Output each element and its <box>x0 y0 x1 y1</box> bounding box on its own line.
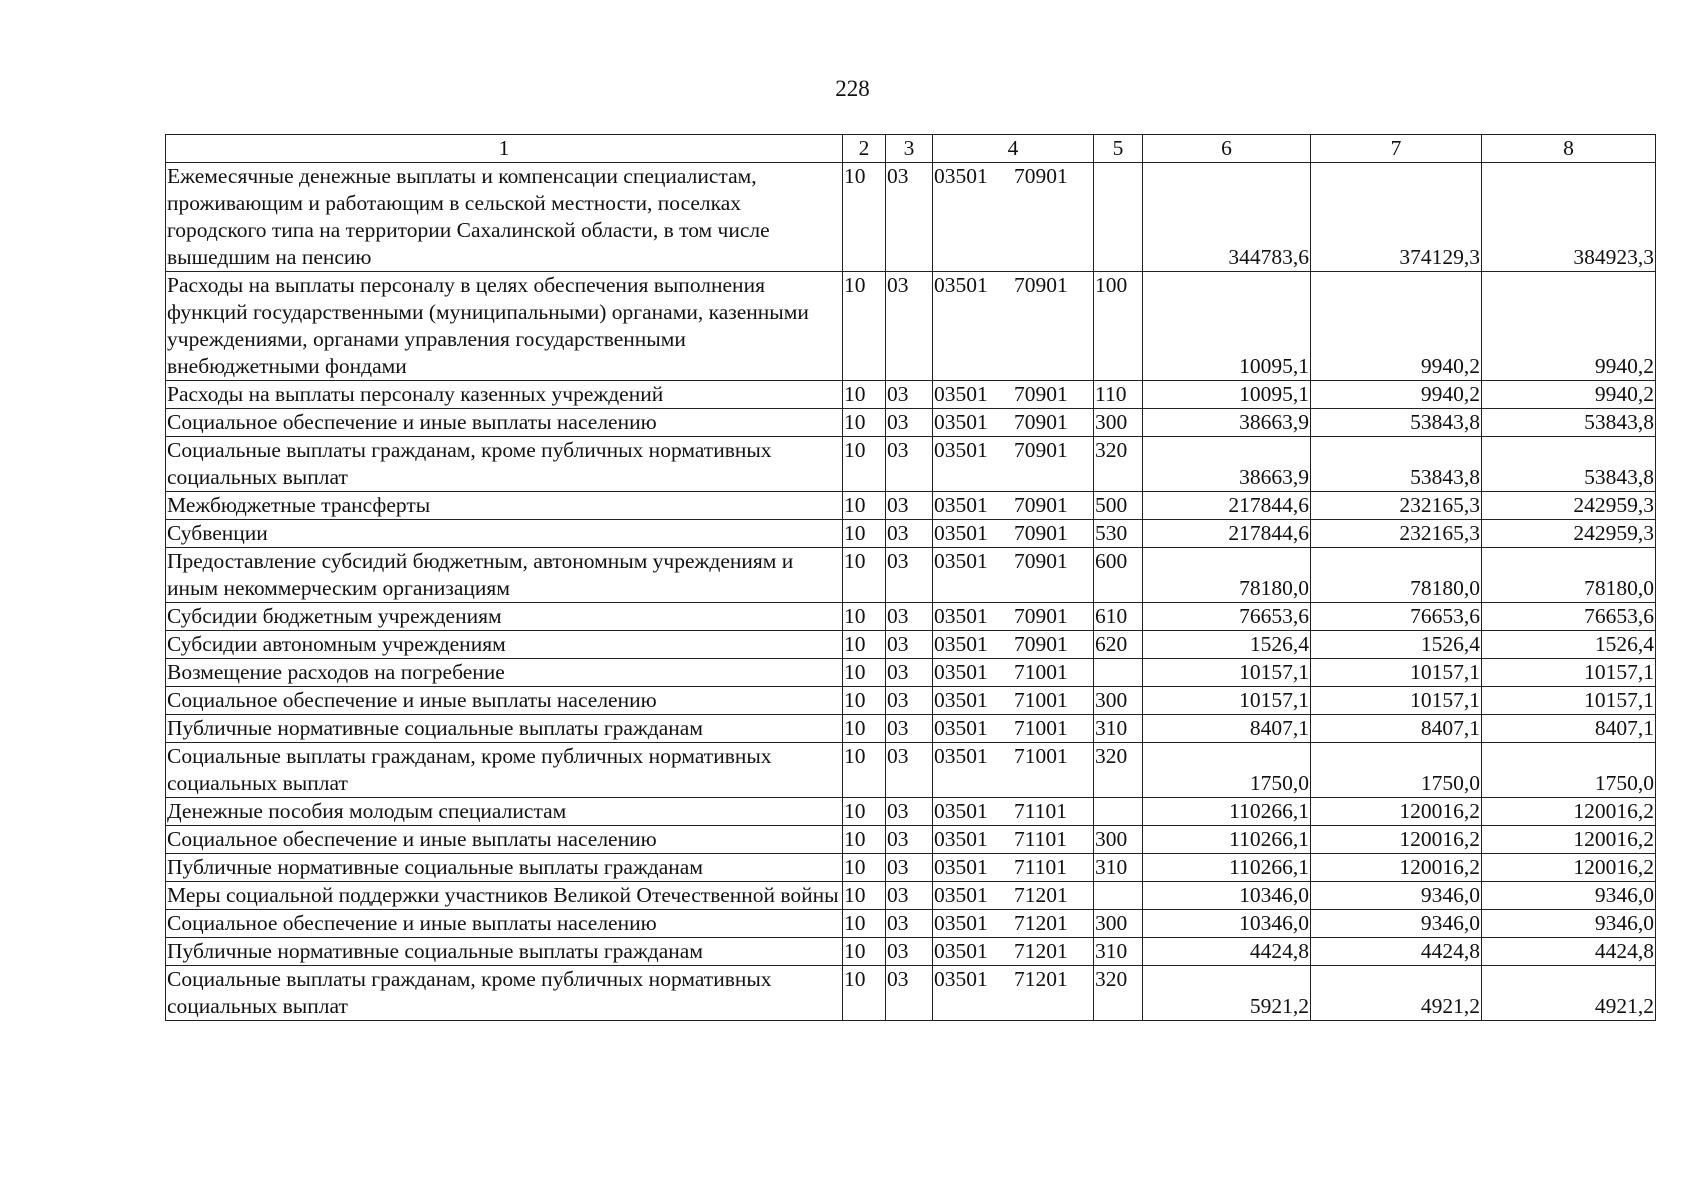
amount-col-6: 1750,0 <box>1143 743 1311 798</box>
amount-col-8: 242959,3 <box>1482 520 1656 548</box>
table-body <box>166 163 1656 1021</box>
direction-code: 71101 <box>1014 827 1067 851</box>
subsection-code: 03 <box>886 520 933 548</box>
table-row <box>166 631 1656 659</box>
expense-type-code: 620 <box>1094 631 1143 659</box>
section-code: 10 <box>843 938 886 966</box>
expense-type-code: 300 <box>1094 910 1143 938</box>
expense-type-code <box>1094 659 1143 687</box>
subsection-code: 03 <box>886 492 933 520</box>
row-name: Меры социальной поддержки участников Великой Отечественной войны <box>166 882 843 910</box>
target-article-code <box>933 715 1094 743</box>
target-article-code <box>933 938 1094 966</box>
expense-type-code: 310 <box>1094 715 1143 743</box>
subsection-code: 03 <box>886 715 933 743</box>
program-code: 03501 <box>934 521 988 545</box>
section-code: 10 <box>843 826 886 854</box>
program-code: 03501 <box>934 273 988 297</box>
subsection-code: 03 <box>886 826 933 854</box>
header-row <box>166 135 1656 163</box>
section-code: 10 <box>843 798 886 826</box>
subsection-code: 03 <box>886 910 933 938</box>
subsection-code: 03 <box>886 381 933 409</box>
amount-col-7: 232165,3 <box>1311 492 1482 520</box>
amount-col-8: 1750,0 <box>1482 743 1656 798</box>
expense-type-code: 320 <box>1094 437 1143 492</box>
section-code: 10 <box>843 437 886 492</box>
subsection-code: 03 <box>886 631 933 659</box>
row-name: Социальные выплаты гражданам, кроме публичных нормативных социальных выплат <box>166 966 843 1021</box>
row-name: Социальные выплаты гражданам, кроме публичных нормативных социальных выплат <box>166 437 843 492</box>
table-row <box>166 163 1656 272</box>
section-code: 10 <box>843 687 886 715</box>
table-row <box>166 910 1656 938</box>
program-code: 03501 <box>934 883 988 907</box>
amount-col-6: 10157,1 <box>1143 659 1311 687</box>
page-number: 228 <box>835 76 870 101</box>
header-cell: 3 <box>886 135 933 163</box>
amount-col-8: 242959,3 <box>1482 492 1656 520</box>
program-code: 03501 <box>934 438 988 462</box>
row-name: Социальное обеспечение и иные выплаты населению <box>166 826 843 854</box>
section-code: 10 <box>843 743 886 798</box>
target-article-code <box>933 492 1094 520</box>
program-code: 03501 <box>934 939 988 963</box>
amount-col-8: 78180,0 <box>1482 548 1656 603</box>
section-code: 10 <box>843 548 886 603</box>
table-row <box>166 826 1656 854</box>
expense-type-code: 110 <box>1094 381 1143 409</box>
table-row <box>166 798 1656 826</box>
amount-col-6: 76653,6 <box>1143 603 1311 631</box>
amount-col-8: 9940,2 <box>1482 381 1656 409</box>
amount-col-7: 1526,4 <box>1311 631 1482 659</box>
header-cell: 8 <box>1482 135 1656 163</box>
section-code: 10 <box>843 631 886 659</box>
section-code: 10 <box>843 492 886 520</box>
amount-col-6: 38663,9 <box>1143 437 1311 492</box>
amount-col-6: 110266,1 <box>1143 798 1311 826</box>
amount-col-6: 217844,6 <box>1143 492 1311 520</box>
target-article-code <box>933 826 1094 854</box>
table-row <box>166 548 1656 603</box>
section-code: 10 <box>843 272 886 381</box>
amount-col-6: 1526,4 <box>1143 631 1311 659</box>
subsection-code: 03 <box>886 437 933 492</box>
row-name: Публичные нормативные социальные выплаты гражданам <box>166 854 843 882</box>
amount-col-8: 384923,3 <box>1482 163 1656 272</box>
amount-col-7: 120016,2 <box>1311 826 1482 854</box>
expense-type-code: 600 <box>1094 548 1143 603</box>
amount-col-7: 9940,2 <box>1311 381 1482 409</box>
expense-type-code <box>1094 882 1143 910</box>
direction-code: 71201 <box>1014 911 1068 935</box>
amount-col-6: 217844,6 <box>1143 520 1311 548</box>
direction-code: 71001 <box>1014 688 1068 712</box>
program-code: 03501 <box>934 382 988 406</box>
amount-col-7: 120016,2 <box>1311 854 1482 882</box>
table-row <box>166 938 1656 966</box>
target-article-code <box>933 631 1094 659</box>
table-row <box>166 520 1656 548</box>
direction-code: 71001 <box>1014 716 1068 740</box>
direction-code: 70901 <box>1014 549 1068 573</box>
row-name: Социальное обеспечение и иные выплаты населению <box>166 910 843 938</box>
row-name: Социальное обеспечение и иные выплаты населению <box>166 409 843 437</box>
expense-type-code: 100 <box>1094 272 1143 381</box>
row-name: Субсидии автономным учреждениям <box>166 631 843 659</box>
table-row <box>166 381 1656 409</box>
direction-code: 70901 <box>1014 604 1068 628</box>
target-article-code <box>933 163 1094 272</box>
amount-col-7: 53843,8 <box>1311 437 1482 492</box>
amount-col-8: 9346,0 <box>1482 882 1656 910</box>
direction-code: 70901 <box>1014 273 1068 297</box>
row-name: Возмещение расходов на погребение <box>166 659 843 687</box>
amount-col-6: 38663,9 <box>1143 409 1311 437</box>
row-name: Публичные нормативные социальные выплаты гражданам <box>166 938 843 966</box>
program-code: 03501 <box>934 855 988 879</box>
amount-col-6: 5921,2 <box>1143 966 1311 1021</box>
table-row <box>166 603 1656 631</box>
amount-col-7: 78180,0 <box>1311 548 1482 603</box>
direction-code: 70901 <box>1014 521 1068 545</box>
subsection-code: 03 <box>886 409 933 437</box>
expense-type-code: 310 <box>1094 938 1143 966</box>
expense-type-code: 610 <box>1094 603 1143 631</box>
amount-col-7: 53843,8 <box>1311 409 1482 437</box>
program-code: 03501 <box>934 716 988 740</box>
table-row <box>166 882 1656 910</box>
amount-col-7: 10157,1 <box>1311 687 1482 715</box>
amount-col-8: 9940,2 <box>1482 272 1656 381</box>
program-code: 03501 <box>934 410 988 434</box>
amount-col-8: 53843,8 <box>1482 409 1656 437</box>
expense-type-code <box>1094 163 1143 272</box>
direction-code: 70901 <box>1014 164 1068 188</box>
header-cell: 7 <box>1311 135 1482 163</box>
amount-col-6: 78180,0 <box>1143 548 1311 603</box>
table-row <box>166 409 1656 437</box>
subsection-code: 03 <box>886 163 933 272</box>
subsection-code: 03 <box>886 854 933 882</box>
budget-table <box>165 134 1656 1021</box>
amount-col-7: 1750,0 <box>1311 743 1482 798</box>
row-name: Межбюджетные трансферты <box>166 492 843 520</box>
amount-col-7: 4424,8 <box>1311 938 1482 966</box>
direction-code: 71101 <box>1014 855 1067 879</box>
subsection-code: 03 <box>886 798 933 826</box>
table-row <box>166 659 1656 687</box>
amount-col-8: 8407,1 <box>1482 715 1656 743</box>
target-article-code <box>933 659 1094 687</box>
program-code: 03501 <box>934 688 988 712</box>
direction-code: 71101 <box>1014 799 1067 823</box>
header-cell: 1 <box>166 135 843 163</box>
amount-col-8: 10157,1 <box>1482 659 1656 687</box>
section-code: 10 <box>843 966 886 1021</box>
expense-type-code: 300 <box>1094 826 1143 854</box>
header-cell: 4 <box>933 135 1094 163</box>
amount-col-7: 10157,1 <box>1311 659 1482 687</box>
header-cell: 6 <box>1143 135 1311 163</box>
program-code: 03501 <box>934 799 988 823</box>
target-article-code <box>933 272 1094 381</box>
amount-col-6: 344783,6 <box>1143 163 1311 272</box>
amount-col-7: 9940,2 <box>1311 272 1482 381</box>
amount-col-8: 1526,4 <box>1482 631 1656 659</box>
direction-code: 70901 <box>1014 632 1068 656</box>
row-name: Социальные выплаты гражданам, кроме публичных нормативных социальных выплат <box>166 743 843 798</box>
expense-type-code: 530 <box>1094 520 1143 548</box>
expense-type-code: 320 <box>1094 966 1143 1021</box>
amount-col-6: 110266,1 <box>1143 826 1311 854</box>
subsection-code: 03 <box>886 687 933 715</box>
direction-code: 71001 <box>1014 660 1068 684</box>
target-article-code <box>933 910 1094 938</box>
subsection-code: 03 <box>886 938 933 966</box>
amount-col-6: 10346,0 <box>1143 882 1311 910</box>
amount-col-7: 9346,0 <box>1311 910 1482 938</box>
amount-col-7: 9346,0 <box>1311 882 1482 910</box>
amount-col-7: 8407,1 <box>1311 715 1482 743</box>
table-row <box>166 966 1656 1021</box>
amount-col-8: 53843,8 <box>1482 437 1656 492</box>
program-code: 03501 <box>934 604 988 628</box>
expense-type-code: 320 <box>1094 743 1143 798</box>
target-article-code <box>933 437 1094 492</box>
row-name: Предоставление субсидий бюджетным, автономным учреждениям и иным некоммерческим организациям <box>166 548 843 603</box>
amount-col-8: 10157,1 <box>1482 687 1656 715</box>
direction-code: 71201 <box>1014 883 1068 907</box>
row-name: Расходы на выплаты персоналу казенных учреждений <box>166 381 843 409</box>
amount-col-6: 10346,0 <box>1143 910 1311 938</box>
subsection-code: 03 <box>886 659 933 687</box>
direction-code: 71201 <box>1014 967 1068 991</box>
subsection-code: 03 <box>886 603 933 631</box>
table-row <box>166 437 1656 492</box>
amount-col-6: 10157,1 <box>1143 687 1311 715</box>
table-row <box>166 854 1656 882</box>
row-name: Ежемесячные денежные выплаты и компенсации специалистам, проживающим и работающим в сельской местности, поселках городского типа на территории Сахалинской области, в том числе вышедшим на пенсию <box>166 163 843 272</box>
row-name: Субсидии бюджетным учреждениям <box>166 603 843 631</box>
amount-col-6: 110266,1 <box>1143 854 1311 882</box>
table-row <box>166 743 1656 798</box>
row-name: Публичные нормативные социальные выплаты гражданам <box>166 715 843 743</box>
row-name: Субвенции <box>166 520 843 548</box>
section-code: 10 <box>843 381 886 409</box>
section-code: 10 <box>843 409 886 437</box>
amount-col-6: 8407,1 <box>1143 715 1311 743</box>
target-article-code <box>933 687 1094 715</box>
program-code: 03501 <box>934 911 988 935</box>
subsection-code: 03 <box>886 966 933 1021</box>
program-code: 03501 <box>934 164 988 188</box>
table-row <box>166 272 1656 381</box>
amount-col-8: 120016,2 <box>1482 798 1656 826</box>
target-article-code <box>933 603 1094 631</box>
direction-code: 70901 <box>1014 493 1068 517</box>
amount-col-8: 4424,8 <box>1482 938 1656 966</box>
amount-col-8: 120016,2 <box>1482 854 1656 882</box>
direction-code: 70901 <box>1014 438 1068 462</box>
subsection-code: 03 <box>886 743 933 798</box>
program-code: 03501 <box>934 744 988 768</box>
amount-col-6: 4424,8 <box>1143 938 1311 966</box>
target-article-code <box>933 854 1094 882</box>
table-row <box>166 715 1656 743</box>
amount-col-7: 76653,6 <box>1311 603 1482 631</box>
target-article-code <box>933 798 1094 826</box>
section-code: 10 <box>843 659 886 687</box>
expense-type-code: 300 <box>1094 409 1143 437</box>
program-code: 03501 <box>934 632 988 656</box>
amount-col-6: 10095,1 <box>1143 381 1311 409</box>
subsection-code: 03 <box>886 882 933 910</box>
program-code: 03501 <box>934 549 988 573</box>
target-article-code <box>933 381 1094 409</box>
header-cell: 5 <box>1094 135 1143 163</box>
direction-code: 70901 <box>1014 410 1068 434</box>
section-code: 10 <box>843 910 886 938</box>
section-code: 10 <box>843 715 886 743</box>
program-code: 03501 <box>934 493 988 517</box>
amount-col-7: 120016,2 <box>1311 798 1482 826</box>
amount-col-8: 120016,2 <box>1482 826 1656 854</box>
expense-type-code <box>1094 798 1143 826</box>
section-code: 10 <box>843 163 886 272</box>
program-code: 03501 <box>934 967 988 991</box>
table-row <box>166 687 1656 715</box>
direction-code: 71001 <box>1014 744 1068 768</box>
amount-col-8: 4921,2 <box>1482 966 1656 1021</box>
header-cell: 2 <box>843 135 886 163</box>
subsection-code: 03 <box>886 548 933 603</box>
target-article-code <box>933 409 1094 437</box>
row-name: Социальное обеспечение и иные выплаты населению <box>166 687 843 715</box>
section-code: 10 <box>843 882 886 910</box>
row-name: Денежные пособия молодым специалистам <box>166 798 843 826</box>
target-article-code <box>933 548 1094 603</box>
direction-code: 70901 <box>1014 382 1068 406</box>
table-row <box>166 492 1656 520</box>
direction-code: 71201 <box>1014 939 1068 963</box>
expense-type-code: 310 <box>1094 854 1143 882</box>
row-name: Расходы на выплаты персоналу в целях обеспечения выполнения функций государственными (муниципальными) органами, казенными учреждениями, органами управления государственными внебюджетными фондами <box>166 272 843 381</box>
section-code: 10 <box>843 520 886 548</box>
section-code: 10 <box>843 603 886 631</box>
amount-col-7: 374129,3 <box>1311 163 1482 272</box>
amount-col-7: 232165,3 <box>1311 520 1482 548</box>
expense-type-code: 300 <box>1094 687 1143 715</box>
amount-col-6: 10095,1 <box>1143 272 1311 381</box>
subsection-code: 03 <box>886 272 933 381</box>
amount-col-7: 4921,2 <box>1311 966 1482 1021</box>
amount-col-8: 9346,0 <box>1482 910 1656 938</box>
target-article-code <box>933 520 1094 548</box>
program-code: 03501 <box>934 660 988 684</box>
expense-type-code: 500 <box>1094 492 1143 520</box>
target-article-code <box>933 966 1094 1021</box>
section-code: 10 <box>843 854 886 882</box>
program-code: 03501 <box>934 827 988 851</box>
target-article-code <box>933 743 1094 798</box>
amount-col-8: 76653,6 <box>1482 603 1656 631</box>
target-article-code <box>933 882 1094 910</box>
